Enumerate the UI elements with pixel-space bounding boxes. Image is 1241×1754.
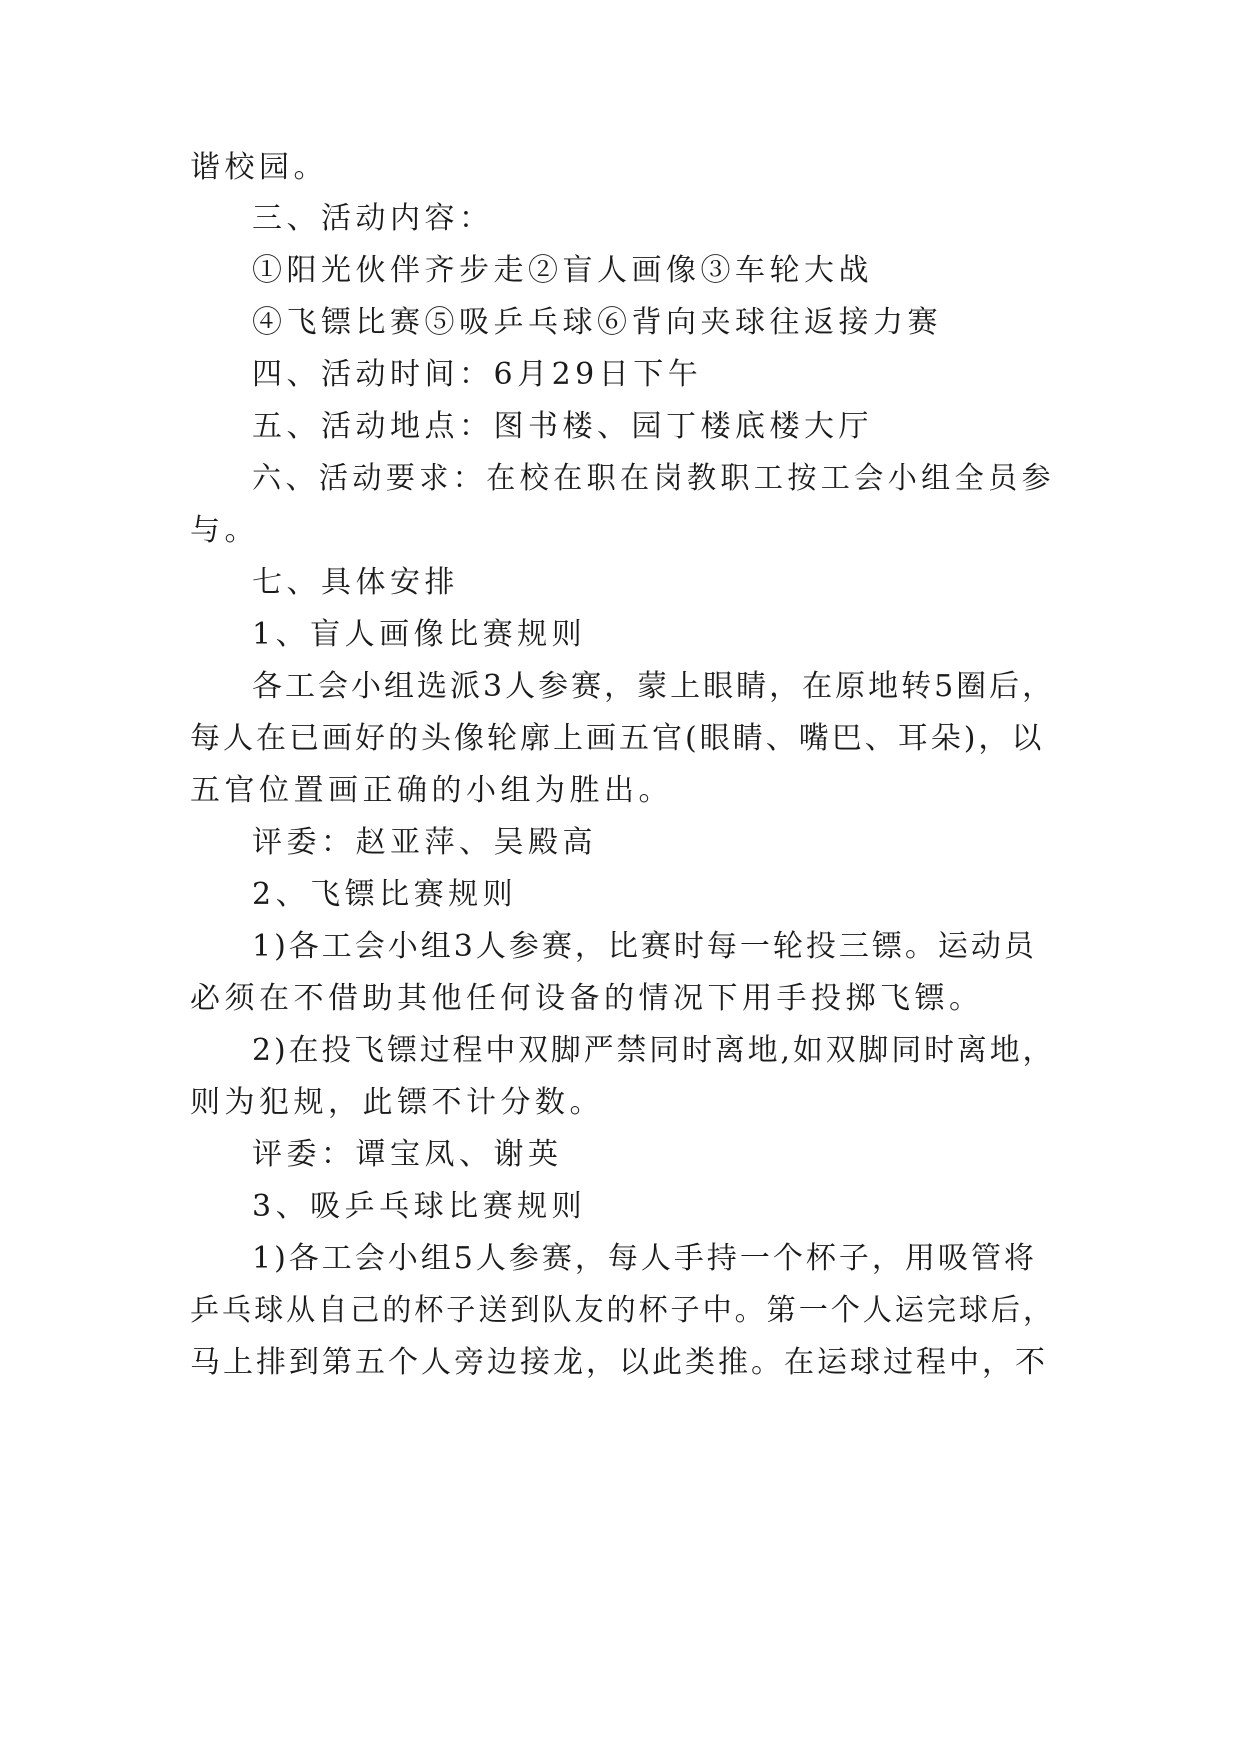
text-line: 乒乓球从自己的杯子送到队友的杯子中。第一个人运完球后， [190,1293,1055,1328]
subsection-heading: 2、飞镖比赛规则 [252,877,518,912]
text-line: 马上排到第五个人旁边接龙，以此类推。在运球过程中，不 [190,1345,1048,1380]
section-heading: 六、活动要求：在校在职在岗教职工按工会小组全员参 [252,461,1055,496]
judges-line: 评委：谭宝凤、谢英 [252,1137,563,1172]
text-line: 五官位置画正确的小组为胜出。 [190,773,673,808]
judges-line: 评委：赵亚萍、吴殿高 [252,825,597,860]
text-line: 与。 [190,513,259,548]
text-line: 2)在投飞镖过程中双脚严禁同时离地,如双脚同时离地， [252,1033,1056,1068]
text-line: 各工会小组选派3人参赛，蒙上眼睛，在原地转5圈后， [252,669,1056,704]
section-heading: 三、活动内容： [252,201,494,236]
text-line: 每人在已画好的头像轮廓上画五官(眼睛、嘴巴、耳朵)，以 [190,721,1045,756]
subsection-heading: 3、吸乒乓球比赛规则 [252,1189,587,1224]
text-line: 1)各工会小组5人参赛，每人手持一个杯子，用吸管将 [252,1241,1037,1276]
section-heading: 四、活动时间：6月29日下午 [252,357,703,392]
text-line: 1)各工会小组3人参赛，比赛时每一轮投三镖。运动员 [252,929,1037,964]
section-heading: 五、活动地点：图书楼、园丁楼底楼大厅 [252,409,873,444]
text-line: 谐校园。 [190,150,328,185]
text-line: 则为犯规，此镖不计分数。 [190,1085,604,1120]
section-heading: 七、具体安排 [252,565,459,600]
text-line: 必须在不借助其他任何设备的情况下用手投掷飞镖。 [190,981,984,1016]
subsection-heading: 1、盲人画像比赛规则 [252,617,587,652]
text-line: ④飞镖比赛⑤吸乒乓球⑥背向夹球往返接力赛 [252,305,942,340]
text-line: ①阳光伙伴齐步走②盲人画像③车轮大战 [252,253,873,288]
